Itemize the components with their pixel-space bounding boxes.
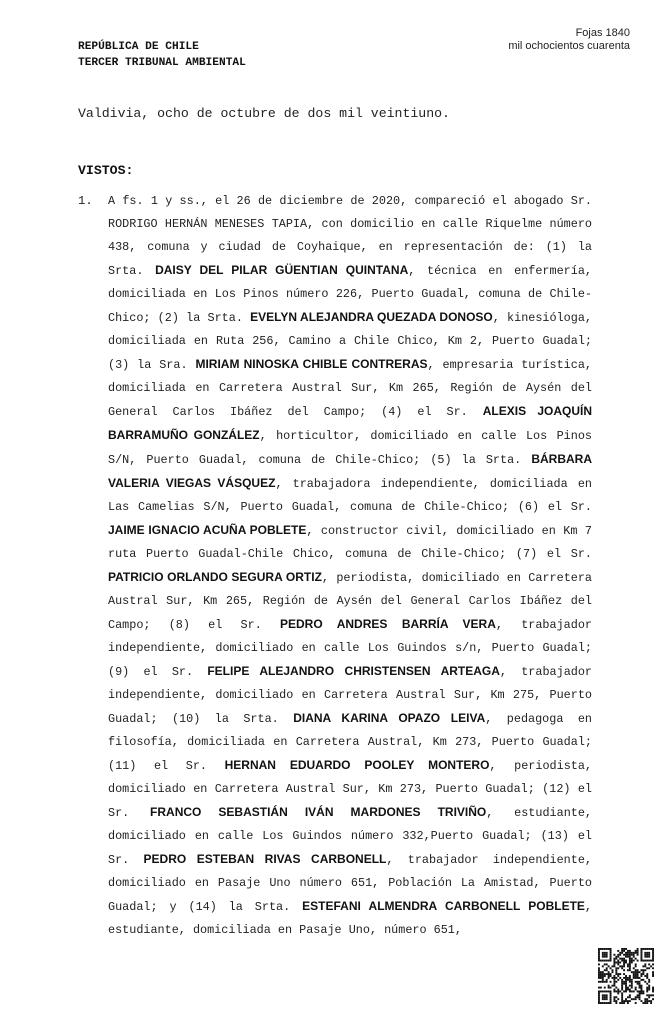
- paragraph-text: , empresaria turística, domiciliada en Carretera Austral Sur, Km 265, Región de Aysén del General Carlos Ibáñez del Campo; (4) el Sr.: [108, 358, 593, 419]
- qr-code-icon: [598, 948, 654, 1004]
- paragraph-text: , trabajadora independiente, domiciliada en Las Camelias S/N, Puerto Guadal, comuna de Chile-Chico; (6) el Sr.: [108, 477, 592, 514]
- paragraph-text: , periodista, domiciliado en Carretera Austral Sur, Km 273, Puerto Guadal; (12) el Sr.: [108, 759, 593, 820]
- paragraph-text: A fs. 1 y ss., el 26 de diciembre de 2020, compareció el abogado Sr. RODRIGO HERNÁN MENESES TAPIA, con domicilio en calle Riquelme número 438, comuna y ciudad de Coyhaique, en representación de: (1) la Srta.: [108, 194, 592, 278]
- paragraph-text: , técnica en enfermería, domiciliada en Los Pinos número 226, Puerto Guadal, comuna de Chile-Chico; (2) la Srta.: [108, 264, 592, 325]
- section-title: VISTOS:: [78, 163, 134, 178]
- folio-stamp: [508, 27, 630, 53]
- party-name: DAISY DEL PILAR GÜENTIAN QUINTANA: [155, 263, 409, 277]
- party-name: JAIME IGNACIO ACUÑA POBLETE: [108, 523, 307, 537]
- dateline: Valdivia, ocho de octubre de dos mil veintiuno.: [78, 106, 450, 121]
- party-name: DIANA KARINA OPAZO LEIVA: [293, 711, 486, 725]
- header-court: TERCER TRIBUNAL AMBIENTAL: [78, 57, 246, 69]
- party-name: PATRICIO ORLANDO SEGURA ORTIZ: [108, 570, 322, 584]
- party-name: FRANCO SEBASTIÁN IVÁN MARDONES TRIVIÑO: [150, 805, 487, 819]
- folio-number: Fojas 1840: [575, 27, 630, 39]
- item-paragraph: [108, 190, 592, 942]
- item-number: 1.: [78, 194, 93, 208]
- paragraph-text: , horticultor, domiciliado en calle Los Pinos S/N, Puerto Guadal, comuna de Chile-Chico; (5) la Srta.: [108, 429, 592, 467]
- party-name: HERNAN EDUARDO POOLEY MONTERO: [224, 758, 490, 772]
- folio-words: mil ochocientos cuarenta: [508, 40, 630, 52]
- paragraph-text: , estudiante, domiciliado en calle Los Guindos número 332,Puerto Guadal; (13) el Sr.: [108, 806, 593, 867]
- paragraph-text: , constructor civil, domiciliado en Km 7 ruta Puerto Guadal-Chile Chico, comuna de Chile-Chico; (7) el Sr.: [108, 524, 592, 561]
- party-name: ALEXIS JOAQUÍN BARRAMUÑO GONZÁLEZ: [108, 404, 592, 442]
- party-name: PEDRO ESTEBAN RIVAS CARBONELL: [143, 852, 387, 866]
- paragraph-text: , estudiante, domiciliada en Pasaje Uno, número 651,: [108, 900, 593, 937]
- party-name: FELIPE ALEJANDRO CHRISTENSEN ARTEAGA: [207, 664, 500, 678]
- paragraph-text: , pedagoga en filosofía, domiciliada en Carretera Austral, Km 273, Puerto Guadal; (11) el Sr.: [108, 712, 593, 773]
- party-name: ESTEFANI ALMENDRA CARBONELL POBLETE: [302, 899, 585, 913]
- party-name: EVELYN ALEJANDRA QUEZADA DONOSO: [250, 310, 493, 324]
- party-name: BÁRBARA VALERIA VIEGAS VÁSQUEZ: [108, 452, 592, 490]
- paragraph-text: , periodista, domiciliado en Carretera Austral Sur, Km 265, Región de Aysén del General Carlos Ibáñez del Campo; (8) el Sr.: [108, 571, 593, 632]
- paragraph-text: , trabajador independiente, domiciliado en calle Los Guindos s/n, Puerto Guadal; (9) el Sr.: [108, 618, 592, 679]
- party-name: PEDRO ANDRES BARRÍA VERA: [280, 617, 496, 631]
- court-header: [78, 39, 246, 71]
- paragraph-text: , trabajador independiente, domiciliado en Pasaje Uno número 651, Población La Amistad, Puerto Guadal; y (14) la Srta.: [108, 853, 592, 914]
- header-country: REPÚBLICA DE CHILE: [78, 41, 199, 53]
- paragraph-text: , trabajador independiente, domiciliado en Carretera Austral Sur, Km 275, Puerto Guadal; (10) la Srta.: [108, 665, 593, 726]
- paragraph-text: , kinesióloga, domiciliada en Ruta 256, Camino a Chile Chico, Km 2, Puerto Guadal; (3) la Sra.: [108, 311, 592, 372]
- party-name: MIRIAM NINOSKA CHIBLE CONTRERAS: [195, 357, 428, 371]
